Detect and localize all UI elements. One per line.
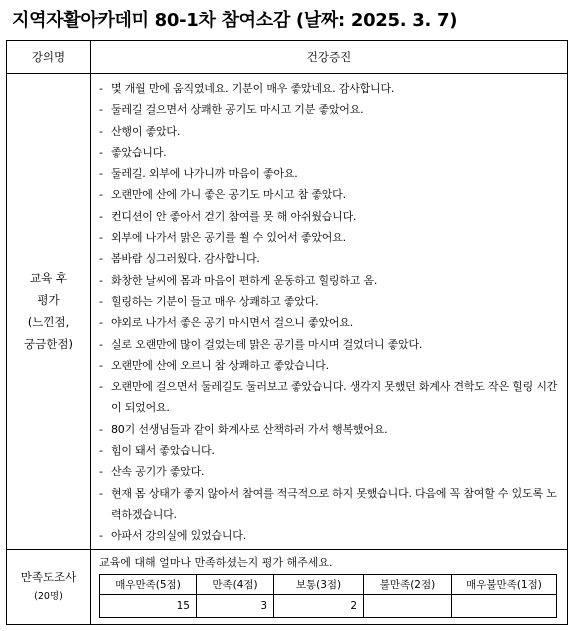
evaluation-label-line: 교육 후 xyxy=(30,271,67,286)
satisfaction-value: 2 xyxy=(274,594,364,617)
comment-item: - 산행이 좋았다. xyxy=(99,121,561,142)
evaluation-label-line: (느낀점, xyxy=(27,315,70,330)
comment-item: - 둘레길. 외부에 나가니까 마음이 좋아요. xyxy=(99,163,561,184)
comment-item: - 화창한 날씨에 몸과 마음이 편하게 운동하고 힐링하고 옴. xyxy=(99,270,561,291)
comment-item: - 봄바람 싱그러웠다. 감사합니다. xyxy=(99,248,561,269)
header-lecture-name: 강의명 xyxy=(7,41,91,74)
satisfaction-value: 3 xyxy=(197,594,274,617)
comments-list xyxy=(91,74,567,549)
comment-item: - 외부에 나가서 맑은 공기를 쐴 수 있어서 좋았어요. xyxy=(99,227,561,248)
comment-item: - 컨디션이 안 좋아서 걷기 참여를 못 해 아쉬웠습니다. xyxy=(99,206,561,227)
satisfaction-col-header: 매우만족(5점) xyxy=(100,574,197,594)
satisfaction-table xyxy=(99,574,557,618)
satisfaction-title: 만족도조사 xyxy=(20,569,77,584)
satisfaction-col-header: 불만족(2점) xyxy=(364,574,452,594)
comment-item: - 오랜만에 산에 오르니 참 상쾌하고 좋았습니다. xyxy=(99,355,561,376)
satisfaction-value xyxy=(364,594,452,617)
satisfaction-col-header: 만족(4점) xyxy=(197,574,274,594)
comment-item: - 80기 선생님들과 같이 화계사로 산책하러 가서 행복했어요. xyxy=(99,419,561,440)
comment-item: - 좋았습니다. xyxy=(99,142,561,163)
satisfaction-col-header: 보통(3점) xyxy=(274,574,364,594)
satisfaction-row xyxy=(7,549,568,624)
satisfaction-label xyxy=(7,549,91,624)
comment-item: - 아파서 강의실에 있었습니다. xyxy=(99,525,561,546)
satisfaction-value: 15 xyxy=(100,594,197,617)
comment-item: - 야외로 나가서 좋은 공기 마시면서 걸으니 좋았어요. xyxy=(99,312,561,333)
satisfaction-value-row xyxy=(100,594,557,617)
satisfaction-col-header: 매우불만족(1점) xyxy=(452,574,557,594)
satisfaction-value xyxy=(452,594,557,617)
satisfaction-cell xyxy=(91,549,568,624)
evaluation-row xyxy=(7,74,568,550)
page-title: 지역자활아카데미 80-1차 참여소감 (날짜: 2025. 3. 7) xyxy=(12,10,458,31)
feedback-table xyxy=(6,40,568,625)
comment-item: - 실로 오랜만에 많이 걸었는데 맑은 공기를 마시며 걸었더니 좋았다. xyxy=(99,334,561,355)
comment-item: - 힐링하는 기분이 들고 매우 상쾌하고 좋았다. xyxy=(99,291,561,312)
header-lecture-title: 건강증진 xyxy=(91,41,568,74)
comment-item: - 오랜만에 산에 가니 좋은 공기도 마시고 참 좋았다. xyxy=(99,184,561,205)
satisfaction-question: 교육에 대해 얼마나 만족하셨는지 평가 해주세요. xyxy=(99,555,333,569)
header-row xyxy=(7,41,568,74)
comment-item: - 둘레길 걸으면서 상쾌한 공기도 마시고 기분 좋았어요. xyxy=(99,99,561,120)
comment-item: - 현재 몸 상태가 좋지 않아서 참여를 적극적으로 하지 못했습니다. 다음에 꼭 참여할 수 있도록 노력하겠습니다. xyxy=(99,483,561,526)
evaluation-label-line: 궁금한점) xyxy=(24,337,73,352)
evaluation-label xyxy=(7,74,91,550)
comment-item: - 오랜만에 걸으면서 둘레길도 둘러보고 좋았습니다. 생각지 못했던 화계사 견학도 작은 힐링 시간이 되었어요. xyxy=(99,376,561,419)
satisfaction-header-row xyxy=(100,574,557,594)
evaluation-label-line: 평가 xyxy=(37,293,60,308)
comment-item: - 몇 개월 만에 움직였네요. 기분이 매우 좋았네요. 감사합니다. xyxy=(99,78,561,99)
respondent-count: (20명) xyxy=(34,590,63,602)
comment-item: - 산속 공기가 좋았다. xyxy=(99,461,561,482)
comments-cell xyxy=(91,74,568,550)
comment-item: - 힘이 돼서 좋았습니다. xyxy=(99,440,561,461)
